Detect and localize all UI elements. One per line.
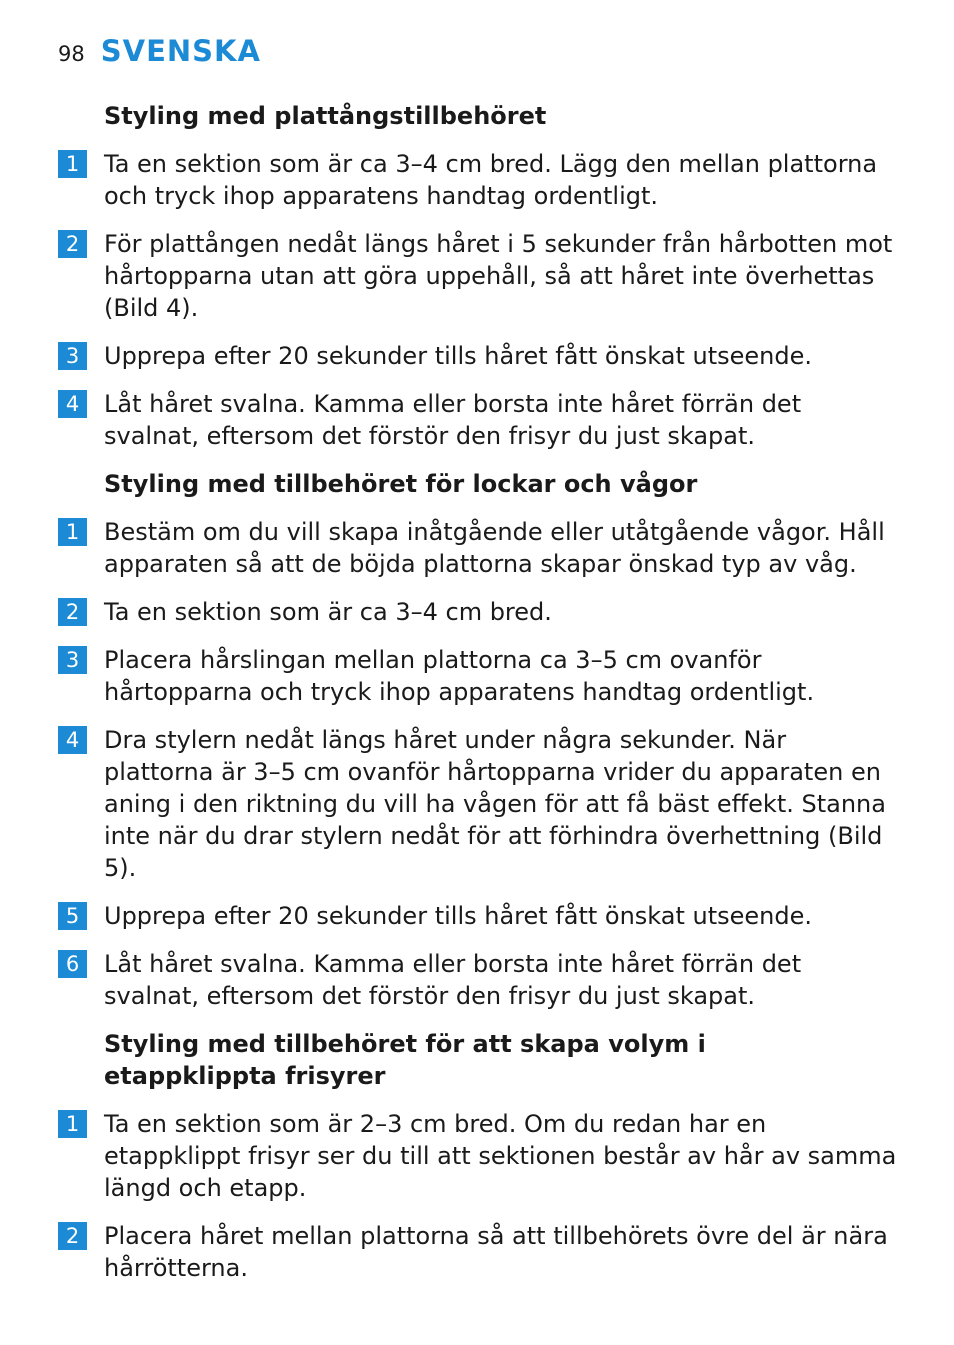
step-text: Upprepa efter 20 sekunder tills håret fått önskat utseende.: [104, 902, 813, 930]
step-item: [58, 1108, 898, 1204]
step-item: [58, 948, 898, 1012]
step-number-badge: 5: [58, 902, 87, 930]
step-text: Bestäm om du vill skapa inåtgående eller utåtgående vågor. Håll apparaten så att de böjda plattorna skapar önskad typ av våg.: [104, 518, 885, 578]
section-volume-layered: [58, 1028, 898, 1284]
step-item: [58, 644, 898, 708]
section-heading: Styling med tillbehöret för lockar och vågor: [104, 470, 698, 498]
step-number-badge: 2: [58, 1222, 87, 1250]
step-item: [58, 1220, 898, 1284]
step-number-badge: 6: [58, 950, 87, 978]
step-item: [58, 900, 898, 932]
step-number-badge: 3: [58, 646, 87, 674]
step-number-badge: 1: [58, 1110, 87, 1138]
step-number-badge: 4: [58, 726, 87, 754]
step-text: Ta en sektion som är ca 3–4 cm bred. Lägg den mellan plattorna och tryck ihop apparatens handtag ordentligt.: [104, 150, 878, 210]
step-number-badge: 2: [58, 598, 87, 626]
step-text: Ta en sektion som är 2–3 cm bred. Om du redan har en etappklippt frisyr ser du till att sektionen består av hår av samma längd och etapp.: [104, 1110, 897, 1202]
step-item: [58, 724, 898, 884]
section-curls-waves: [58, 468, 898, 1012]
step-text: Placera håret mellan plattorna så att tillbehörets övre del är nära hårrötterna.: [104, 1222, 888, 1282]
page-number: 98: [58, 42, 85, 66]
step-text: Placera hårslingan mellan plattorna ca 3–5 cm ovanför hårtopparna och tryck ihop apparatens handtag ordentligt.: [104, 646, 815, 706]
step-item: [58, 516, 898, 580]
step-item: [58, 340, 898, 372]
section-heading: Styling med tillbehöret för att skapa volym i etappklippta frisyrer: [104, 1030, 706, 1090]
step-text: Upprepa efter 20 sekunder tills håret fått önskat utseende.: [104, 342, 813, 370]
step-number-badge: 4: [58, 390, 87, 418]
step-item: [58, 148, 898, 212]
section-flat-iron: [58, 100, 898, 452]
document-body: [58, 100, 898, 1300]
step-item: [58, 388, 898, 452]
step-text: För plattången nedåt längs håret i 5 sekunder från hårbotten mot hårtopparna utan att göra uppehåll, så att håret inte överhettas (Bild 4).: [104, 230, 893, 322]
step-item: [58, 596, 898, 628]
step-item: [58, 228, 898, 324]
step-text: Låt håret svalna. Kamma eller borsta inte håret förrän det svalnat, eftersom det förstör den frisyr du just skapat.: [104, 390, 802, 450]
step-number-badge: 3: [58, 342, 87, 370]
step-text: Dra stylern nedåt längs håret under några sekunder. När plattorna är 3–5 cm ovanför hårtopparna vrider du apparaten en aning i den riktning du vill ha vågen för att få bäst effekt. Stanna inte när du drar stylern nedåt för att förhindra överhettning (Bild 5).: [104, 726, 886, 882]
page-header: [58, 34, 261, 68]
step-text: Ta en sektion som är ca 3–4 cm bred.: [104, 598, 552, 626]
section-heading: Styling med plattångstillbehöret: [104, 102, 547, 130]
language-title: SVENSKA: [100, 34, 261, 68]
step-text: Låt håret svalna. Kamma eller borsta inte håret förrän det svalnat, eftersom det förstör den frisyr du just skapat.: [104, 950, 802, 1010]
step-number-badge: 1: [58, 150, 87, 178]
step-number-badge: 2: [58, 230, 87, 258]
step-number-badge: 1: [58, 518, 87, 546]
